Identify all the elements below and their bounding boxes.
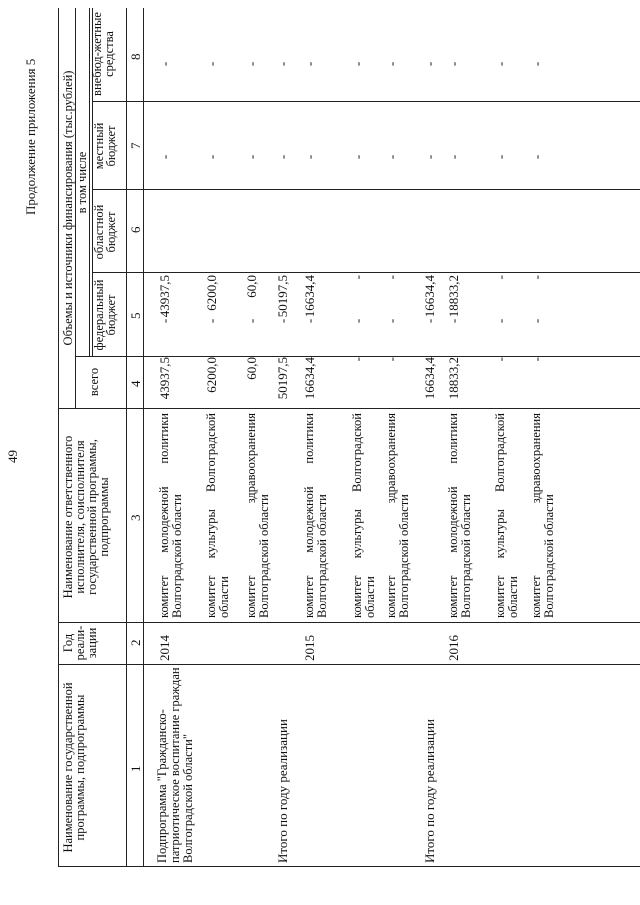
row-executor: комитет культуры Волгоградской области <box>493 413 520 618</box>
header-col2: Год реали-зации <box>61 625 99 661</box>
row-total-label: Итого по году реализации <box>422 719 437 863</box>
header-total: всего <box>87 367 101 397</box>
cell-total: 16634,4 <box>302 357 317 400</box>
row-executor: комитет культуры Волгоградской области <box>204 413 231 618</box>
header-extrabudget: внебюд-жетные средства <box>90 12 116 96</box>
cell-federal: - <box>350 318 365 324</box>
col-number: 7 <box>128 142 143 149</box>
table-rule <box>58 8 59 867</box>
cell-federal: - <box>244 318 259 324</box>
cell-local: - <box>275 154 290 160</box>
cell-total: 60,0 <box>244 357 259 380</box>
cell-regional: 60,0 <box>244 275 259 298</box>
cell-total: 6200,0 <box>204 357 219 393</box>
cell-regional: 16634,4 <box>422 275 437 318</box>
cell-extra: - <box>275 61 290 67</box>
table-rule <box>143 8 144 867</box>
cell-local: - <box>384 154 399 160</box>
cell-local: - <box>350 154 365 160</box>
cell-local: - <box>157 154 172 160</box>
cell-extra: - <box>204 61 219 67</box>
cell-federal: - <box>157 318 172 324</box>
appendix-continuation: Продолжение приложения 5 <box>23 58 38 215</box>
cell-federal: - <box>275 318 290 324</box>
col-number: 1 <box>128 765 143 772</box>
cell-regional: - <box>350 275 365 280</box>
cell-total: - <box>350 357 365 362</box>
cell-local: - <box>204 154 219 160</box>
cell-regional: 6200,0 <box>204 275 219 311</box>
cell-extra: - <box>422 61 437 67</box>
col-number: 5 <box>128 312 143 319</box>
row-executor: комитет здравоохранения Волгоградской области <box>244 413 271 618</box>
cell-extra: - <box>244 61 259 67</box>
row-executor: комитет молодежной политики Волгоградской области <box>157 413 184 618</box>
col-number: 3 <box>128 514 143 521</box>
cell-local: - <box>244 154 259 160</box>
cell-federal: - <box>493 318 508 324</box>
cell-extra: - <box>350 61 365 67</box>
cell-regional: 50197,5 <box>275 275 290 318</box>
row-year: 2014 <box>157 635 172 661</box>
cell-regional: - <box>493 275 508 280</box>
table-rule <box>58 622 640 623</box>
cell-regional: - <box>529 275 544 280</box>
cell-local: - <box>446 154 461 160</box>
cell-federal: - <box>204 318 219 324</box>
cell-federal: - <box>302 318 317 324</box>
cell-extra: - <box>302 61 317 67</box>
cell-regional: 16634,4 <box>302 275 317 318</box>
row-executor: комитет молодежной политики Волгоградской области <box>446 413 473 618</box>
table-rule <box>92 101 640 102</box>
col-number: 8 <box>128 53 143 60</box>
cell-total: 50197,5 <box>275 357 290 400</box>
table-rule <box>58 664 640 665</box>
header-col3: Наименование ответственного исполнителя, соисполнителя государственной программы, подпрограммы <box>61 435 111 599</box>
cell-regional: 18833,2 <box>446 275 461 318</box>
row-year: 2016 <box>446 635 461 661</box>
table-rule <box>126 8 127 867</box>
cell-extra: - <box>529 61 544 67</box>
header-federal: федеральный бюджет <box>92 279 118 351</box>
header-local: местный бюджет <box>92 122 118 170</box>
col-number: 2 <box>128 639 143 646</box>
cell-federal: - <box>529 318 544 324</box>
cell-extra: - <box>157 61 172 67</box>
cell-local: - <box>302 154 317 160</box>
cell-extra: - <box>446 61 461 67</box>
cell-total: - <box>529 357 544 362</box>
row-executor: комитет молодежной политики Волгоградской области <box>302 413 329 618</box>
row-executor: комитет здравоохранения Волгоградской области <box>384 413 411 618</box>
row-total-label: Итого по году реализации <box>275 719 290 863</box>
header-regional: областной бюджет <box>92 204 118 260</box>
cell-local: - <box>422 154 437 160</box>
cell-total: 16634,4 <box>422 357 437 400</box>
cell-total: 18833,2 <box>446 357 461 400</box>
cell-federal: - <box>384 318 399 324</box>
cell-federal: - <box>446 318 461 324</box>
cell-regional: - <box>384 275 399 280</box>
cell-federal: - <box>422 318 437 324</box>
table-rule <box>92 189 640 190</box>
cell-regional: 43937,5 <box>157 275 172 318</box>
table-rule <box>58 408 640 409</box>
col-number: 6 <box>128 226 143 233</box>
table-rule <box>92 272 640 273</box>
page-number: 49 <box>5 450 20 463</box>
cell-extra: - <box>493 61 508 67</box>
subprogram-name: Подпрограмма "Гражданско-патриотическое воспитание граждан Волгоградской области" <box>155 667 195 863</box>
cell-total: - <box>384 357 399 362</box>
row-executor: комитет культуры Волгоградской области <box>350 413 377 618</box>
header-including: в том числе <box>75 151 89 214</box>
row-year: 2015 <box>302 635 317 661</box>
header-funding-group: Объемы и источники финансирования (тыс.рублей) <box>61 70 75 346</box>
col-number: 4 <box>128 380 143 387</box>
row-executor: комитет здравоохранения Волгоградской области <box>529 413 556 618</box>
cell-total: - <box>493 357 508 362</box>
cell-extra: - <box>384 61 399 67</box>
cell-local: - <box>529 154 544 160</box>
cell-local: - <box>493 154 508 160</box>
header-col1: Наименование государственной программы, подпрограммы <box>61 682 87 853</box>
cell-total: 43937,5 <box>157 357 172 400</box>
table-rule <box>58 866 640 867</box>
